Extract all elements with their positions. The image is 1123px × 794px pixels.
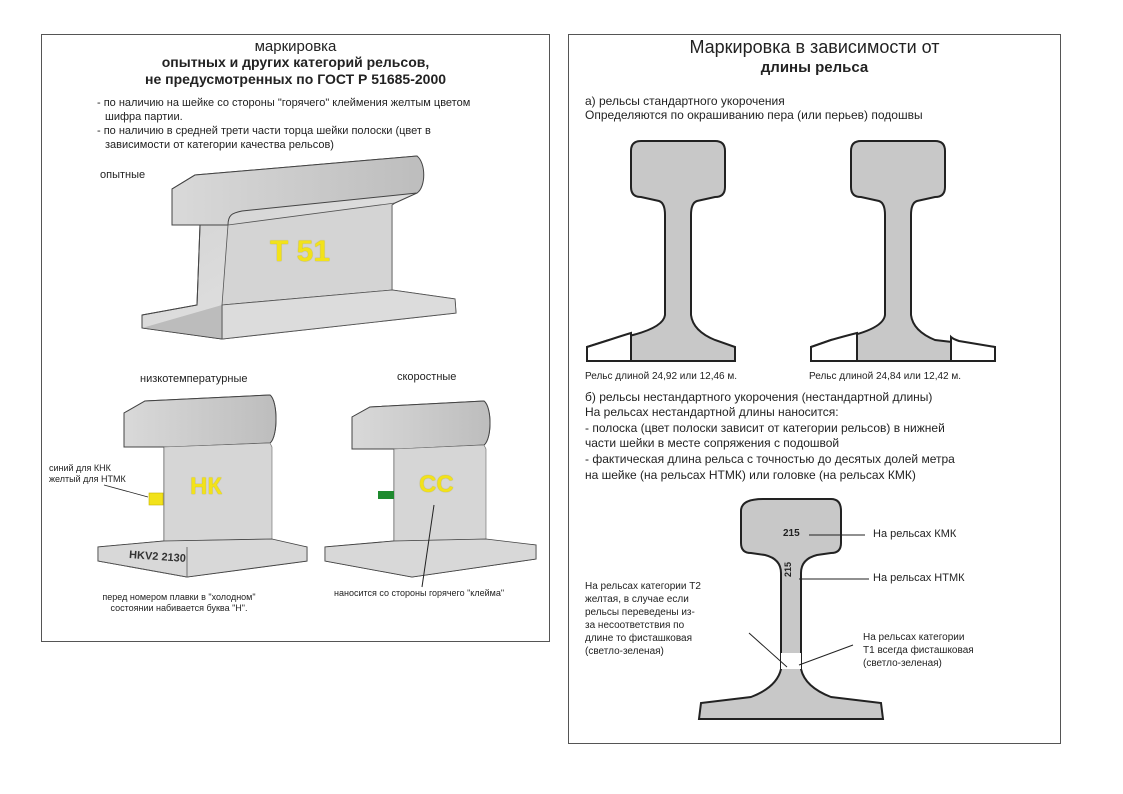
rail-profile-standard-2 (811, 141, 995, 361)
side-note-line1: синий для КНК (49, 463, 111, 473)
left-bullet1-line2: шифра партии. (105, 111, 183, 123)
side-note-line2: желтый для НТМК (49, 474, 126, 484)
label-ntmk: На рельсах НТМК (873, 572, 965, 584)
left-bullet1-line1: - по наличию на шейке со стороны "горячего" клеймения желтым цветом (97, 97, 471, 109)
t2-line5: длине то фисташковая (585, 633, 693, 644)
pointer-line-lowtemp (104, 485, 148, 497)
stamp-text: HKV2 2130 (128, 549, 187, 565)
section-b-line1: б) рельсы нестандартного укорочения (нестандартной длины) (585, 390, 933, 404)
length-stripe-marker (781, 653, 801, 669)
label-speed: скоростные (397, 371, 457, 383)
bottom-note1-line1: перед номером плавки в "холодном" (102, 592, 256, 602)
label-experimental: опытные (100, 169, 146, 181)
mark-cc: СС (419, 471, 454, 498)
head-number: 215 (783, 528, 800, 539)
mark-t51: Т 51 (270, 235, 331, 268)
t2-line4: за несоответствия по (585, 620, 685, 631)
label-lowtemp: низкотемпературные (140, 373, 248, 385)
left-rails-drawing (42, 35, 549, 641)
bottom-note2: наносится со стороны горячего "клейма" (334, 588, 505, 598)
bottom-note1-line2: состоянии набивается буква "Н". (110, 603, 248, 613)
left-bullet2-line2: зависимости от категории качества рельсов) (105, 139, 334, 151)
rail1-caption: Рельс длиной 24,92 или 12,46 м. (585, 371, 738, 382)
yellow-stripe-marker (149, 493, 163, 505)
rail2-caption: Рельс длиной 24,84 или 12,42 м. (809, 371, 962, 382)
t2-line1: На рельсах категории Т2 (585, 581, 701, 592)
green-stripe-marker (378, 491, 394, 499)
right-title-line2: длины рельса (760, 59, 869, 76)
section-b-line4: части шейки в месте сопряжения с подошвой (585, 436, 840, 450)
web-number: 215 (783, 561, 793, 577)
section-b-line2: На рельсах нестандартной длины наносится: (585, 405, 839, 419)
mark-nk: НК (190, 473, 222, 500)
t1-line2: Т1 всегда фисташковая (863, 645, 974, 656)
section-b-line6: на шейке (на рельсах НТМК) или головке (на рельсах КМК) (585, 468, 916, 482)
left-title-line3: не предусмотренных по ГОСТ Р 51685-2000 (144, 71, 447, 87)
section-b-line3: - полоска (цвет полоски зависит от категории рельсов) в нижней (585, 421, 945, 435)
t2-line6: (светло-зеленая) (585, 646, 664, 657)
rail-profile-standard-1 (587, 141, 735, 361)
left-title-line1: маркировка (254, 38, 337, 55)
section-a-line2: Определяются по окрашиванию пера (или перьев) подошвы (585, 108, 923, 122)
left-bullet2-line1: - по наличию в средней трети части торца шейки полоски (цвет в (97, 125, 431, 137)
t2-line2: желтая, в случае если (585, 594, 689, 605)
label-kmk: На рельсах КМК (873, 528, 957, 540)
t1-line3: (светло-зеленая) (863, 658, 942, 669)
right-title-line1: Маркировка в зависимости от (689, 37, 940, 57)
t1-line1: На рельсах категории (863, 632, 965, 643)
t2-line3: рельсы переведены из- (585, 607, 695, 618)
right-panel (568, 34, 1061, 744)
section-a-line1: а) рельсы стандартного укорочения (585, 94, 785, 108)
section-b-line5: - фактическая длина рельса с точностью до десятых долей метра (585, 452, 955, 466)
pointer-t1 (799, 645, 853, 665)
left-title-line2: опытных и других категорий рельсов, (161, 54, 430, 70)
left-panel (41, 34, 550, 642)
